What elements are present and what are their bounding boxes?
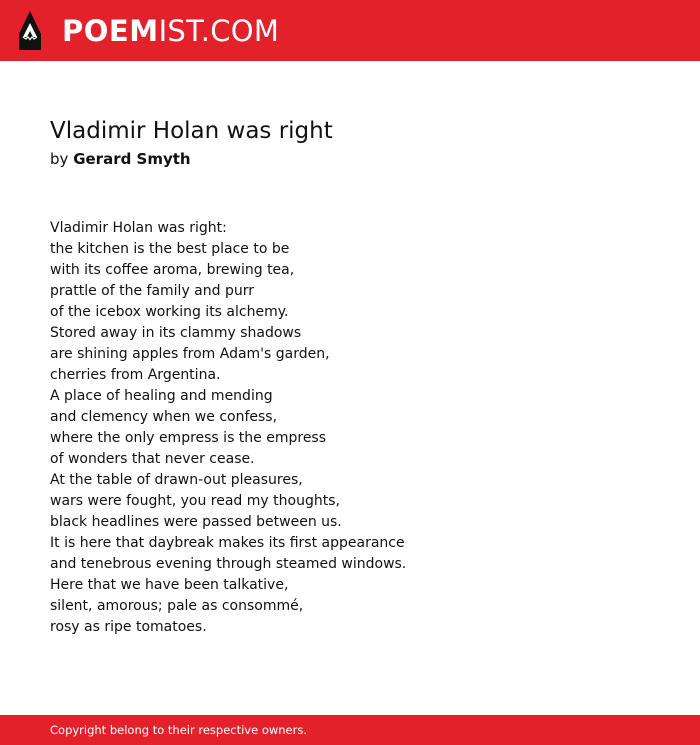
poem-line: and clemency when we confess, xyxy=(50,409,278,425)
poem-title: Vladimir Holan was right xyxy=(50,118,333,144)
poem-line: prattle of the family and purr xyxy=(50,283,254,299)
poem-line: with its coffee aroma, brewing tea, xyxy=(50,262,295,278)
poem-line: A place of healing and mending xyxy=(50,388,273,404)
site-header xyxy=(0,0,700,61)
by-label: by xyxy=(50,150,69,168)
site-footer xyxy=(0,715,700,745)
poem-line: cherries from Argentina. xyxy=(50,367,221,383)
poem-body xyxy=(50,218,406,638)
poem-line: silent, amorous; pale as consommé, xyxy=(50,598,304,614)
poem-line: rosy as ripe tomatoes. xyxy=(50,619,207,635)
poem-line: are shining apples from Adam's garden, xyxy=(50,346,330,362)
copyright-text: Copyright belong to their respective owners. xyxy=(50,723,308,737)
brand-name-rest: IST.COM xyxy=(158,14,280,48)
poem-line: wars were fought, you read my thoughts, xyxy=(50,493,340,509)
brand-name-bold: POEM xyxy=(62,14,159,48)
pencil-tip-icon[interactable] xyxy=(18,10,42,51)
author-name: Gerard Smyth xyxy=(73,150,191,168)
poem-line: of the icebox working its alchemy. xyxy=(50,304,289,320)
poem-line: Here that we have been talkative, xyxy=(50,577,289,593)
poem-line: It is here that daybreak makes its first appearance xyxy=(50,535,405,551)
site-logo-text[interactable] xyxy=(62,13,279,49)
poem-line: black headlines were passed between us. xyxy=(50,514,342,530)
byline xyxy=(50,149,191,169)
poem-line: of wonders that never cease. xyxy=(50,451,255,467)
poem-line: the kitchen is the best place to be xyxy=(50,241,290,257)
poem-line: Stored away in its clammy shadows xyxy=(50,325,302,341)
poem-line: where the only empress is the empress xyxy=(50,430,327,446)
poem-line: and tenebrous evening through steamed windows. xyxy=(50,556,407,572)
poem-line: At the table of drawn-out pleasures, xyxy=(50,472,303,488)
poem-line: Vladimir Holan was right: xyxy=(50,220,227,236)
